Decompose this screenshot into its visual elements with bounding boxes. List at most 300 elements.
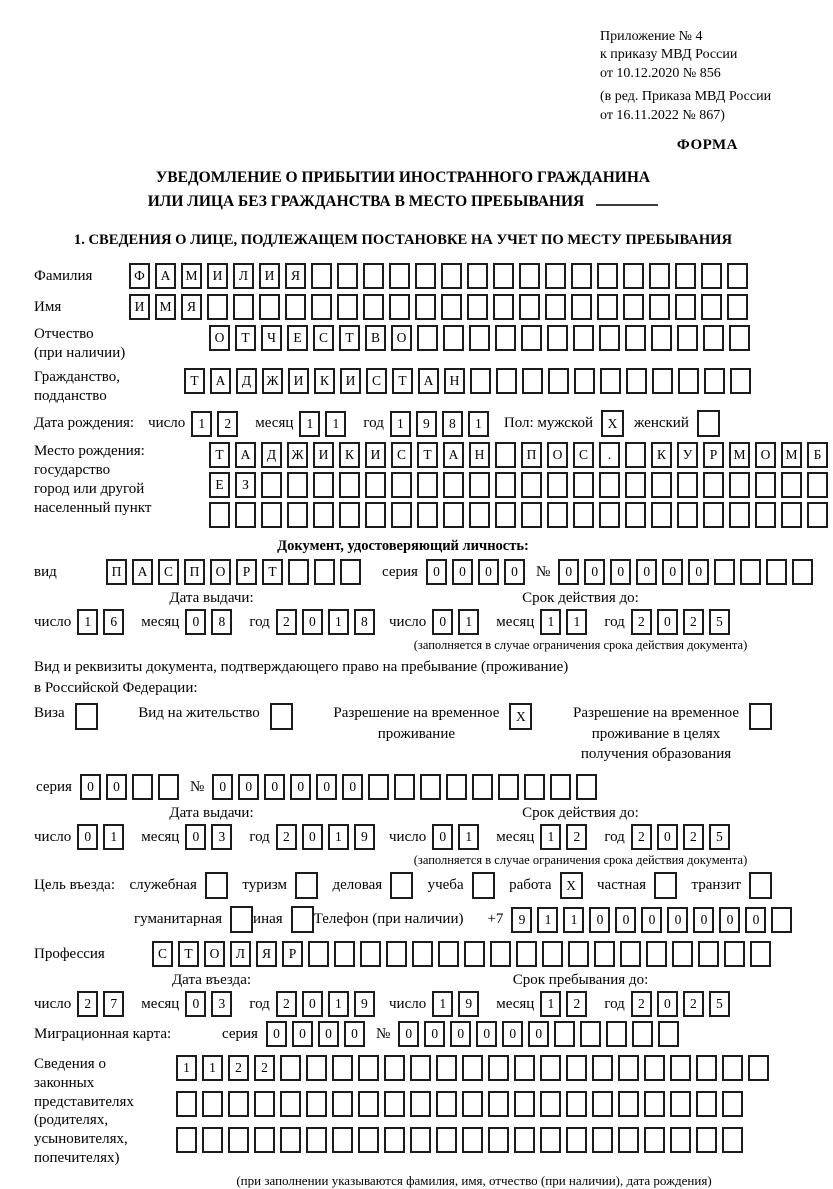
identity-issue-heading: Дата выдачи: (169, 590, 254, 607)
cell: Т (262, 559, 283, 585)
cell: 0 (426, 559, 447, 585)
cell: 0 (290, 774, 311, 800)
cell: 0 (528, 1021, 549, 1047)
cell (280, 1091, 301, 1117)
cell: 5 (709, 824, 730, 850)
purpose-transit: транзит (691, 872, 771, 899)
cell: 3 (211, 991, 232, 1017)
cell: 1 (328, 991, 349, 1017)
cell: 1 (537, 907, 558, 933)
cell: 0 (657, 991, 678, 1017)
cell (606, 1021, 627, 1047)
cell: 2 (683, 991, 704, 1017)
cell: С (573, 442, 594, 468)
cell: 0 (745, 907, 766, 933)
cell: 0 (502, 1021, 523, 1047)
cell (488, 1055, 509, 1081)
cell (729, 502, 750, 528)
surname-label: Фамилия (34, 268, 93, 284)
cell (519, 294, 540, 320)
cell: О (391, 325, 412, 351)
cell: 1 (77, 609, 98, 635)
cell (332, 1127, 353, 1153)
cell (514, 1091, 535, 1117)
cell (306, 1091, 327, 1117)
cell (626, 368, 647, 394)
cell (228, 1127, 249, 1153)
cell (495, 325, 516, 351)
cell (573, 472, 594, 498)
cell: 1 (328, 824, 349, 850)
cell: А (443, 442, 464, 468)
cell: Л (230, 941, 251, 967)
profession-label: Профессия (34, 945, 105, 962)
citizenship-label: Гражданство, подданство (34, 368, 121, 404)
cell: 2 (683, 609, 704, 635)
cell: П (106, 559, 127, 585)
cell: 2 (276, 824, 297, 850)
cell: 1 (468, 411, 489, 437)
cell (176, 1091, 197, 1117)
cell (261, 502, 282, 528)
cell: Н (444, 368, 465, 394)
cell: 0 (719, 907, 740, 933)
purpose-transit-checkbox (749, 872, 772, 899)
section1-title: 1. СВЕДЕНИЯ О ЛИЦЕ, ПОДЛЕЖАЩЕМ ПОСТАНОВКЕ НА УЧЕТ ПО МЕСТУ ПРЕБЫВАНИЯ (73, 232, 733, 249)
birth-date-cells (148, 411, 494, 437)
cell: К (651, 442, 672, 468)
cell (469, 502, 490, 528)
cell (644, 1127, 665, 1153)
migration-number-cells (398, 1021, 684, 1047)
cell: Т (184, 368, 205, 394)
cell: 0 (667, 907, 688, 933)
cell: 2 (77, 991, 98, 1017)
cell (436, 1055, 457, 1081)
cell (677, 502, 698, 528)
cell: 0 (185, 609, 206, 635)
cell: 1 (563, 907, 584, 933)
cell: 1 (328, 609, 349, 635)
cell: Т (178, 941, 199, 967)
cell: Ж (262, 368, 283, 394)
migration-series-cells (266, 1021, 370, 1047)
purpose-private-checkbox (654, 872, 677, 899)
cell: 5 (709, 991, 730, 1017)
identity-series-label: серия (382, 563, 418, 580)
day-label: число (389, 828, 427, 845)
cell (259, 294, 280, 320)
identity-number-label: № (535, 563, 551, 580)
year-cells (276, 991, 380, 1017)
cell (443, 502, 464, 528)
cell (618, 1091, 639, 1117)
cell (462, 1091, 483, 1117)
cell: 1 (458, 824, 479, 850)
temp-permit-checkbox (509, 703, 532, 730)
cell (384, 1127, 405, 1153)
cell (337, 263, 358, 289)
year-label: год (604, 995, 625, 1012)
birth-place-row3 (209, 502, 833, 528)
cell: 0 (476, 1021, 497, 1047)
cell (749, 872, 772, 899)
cell: И (313, 442, 334, 468)
cell: Т (235, 325, 256, 351)
cell: И (365, 442, 386, 468)
purpose-study: учеба (428, 872, 495, 899)
residence-valid-block (389, 805, 772, 868)
cell: Ж (287, 442, 308, 468)
edu-permit-label: Разрешение на временное проживание в целях получения образования (573, 705, 739, 762)
cell (358, 1091, 379, 1117)
purpose-work: работа X (509, 872, 583, 899)
entry-date-heading: Дата въезда: (171, 972, 252, 989)
cell: 0 (212, 774, 233, 800)
visa-label: Виза (34, 705, 65, 722)
cell (443, 472, 464, 498)
stay-until-heading: Срок пребывания до: (512, 972, 649, 989)
cell (545, 263, 566, 289)
cell: 0 (636, 559, 657, 585)
cell (600, 368, 621, 394)
cell (519, 263, 540, 289)
cell: 0 (398, 1021, 419, 1047)
cell (670, 1055, 691, 1081)
cell (313, 502, 334, 528)
appendix-line: Приложение № 4 (600, 29, 703, 44)
temp-permit-option (333, 703, 532, 744)
cell (495, 472, 516, 498)
cell: 2 (683, 824, 704, 850)
cell (446, 774, 467, 800)
cell (703, 325, 724, 351)
cell (340, 559, 361, 585)
month-cells (185, 609, 237, 635)
cell: М (729, 442, 750, 468)
cell (625, 325, 646, 351)
cell (554, 1021, 575, 1047)
cell (540, 1091, 561, 1117)
cell (270, 703, 293, 730)
cell (573, 325, 594, 351)
cell (670, 1127, 691, 1153)
birth-place-row1 (209, 442, 833, 468)
day-cells (191, 411, 243, 437)
cell: 2 (631, 609, 652, 635)
cell: 0 (657, 609, 678, 635)
cell (415, 263, 436, 289)
cell (677, 472, 698, 498)
cell: 1 (540, 824, 561, 850)
day-cells (77, 824, 129, 850)
profession-cells (152, 941, 776, 967)
cell (729, 472, 750, 498)
cell (703, 502, 724, 528)
cell (623, 294, 644, 320)
cell: 1 (458, 609, 479, 635)
cell: 0 (432, 824, 453, 850)
residence-valid-note: (заполняется в случае ограничения срока действия документа) (413, 853, 748, 868)
month-label: месяц (496, 995, 535, 1012)
visa-option (34, 703, 98, 730)
cell: 9 (354, 824, 375, 850)
cell: 0 (478, 559, 499, 585)
cell (727, 263, 748, 289)
cell: 0 (688, 559, 709, 585)
cell (308, 941, 329, 967)
cell: 1 (566, 609, 587, 635)
cell: М (181, 263, 202, 289)
phone-label: Телефон (при наличии) (313, 911, 464, 928)
cell: X (560, 872, 583, 899)
cell (620, 941, 641, 967)
cell (488, 1091, 509, 1117)
cell: 0 (641, 907, 662, 933)
cell: 0 (185, 824, 206, 850)
cell: 0 (80, 774, 101, 800)
cell (678, 368, 699, 394)
cell: 2 (631, 824, 652, 850)
cell (547, 502, 568, 528)
citizenship-cells (184, 368, 756, 394)
cell: 0 (424, 1021, 445, 1047)
cell (722, 1127, 743, 1153)
cell (755, 472, 776, 498)
cell (498, 774, 519, 800)
year-cells (631, 991, 735, 1017)
cell (548, 368, 569, 394)
sex-female-checkbox (697, 410, 720, 437)
residence-issue-date-cells (34, 824, 380, 850)
cell: 0 (185, 991, 206, 1017)
cell: 1 (432, 991, 453, 1017)
cell (651, 325, 672, 351)
cell (724, 941, 745, 967)
purpose-tourism: туризм (242, 872, 318, 899)
cell (516, 941, 537, 967)
year-label: год (249, 995, 270, 1012)
cell (334, 941, 355, 967)
cell (441, 294, 462, 320)
cell (495, 442, 516, 468)
cell (522, 368, 543, 394)
cell (594, 941, 615, 967)
cell (291, 906, 314, 933)
cell: С (366, 368, 387, 394)
cell (493, 263, 514, 289)
residence-permit-label: Вид на жительство (138, 705, 260, 722)
cell (389, 263, 410, 289)
cell (132, 774, 153, 800)
migration-card-row (34, 1021, 772, 1047)
month-label: месяц (141, 828, 180, 845)
cell (389, 294, 410, 320)
cell: 0 (264, 774, 285, 800)
cell (436, 1127, 457, 1153)
cell (714, 559, 735, 585)
cell (571, 294, 592, 320)
cell (649, 263, 670, 289)
cell: 2 (254, 1055, 275, 1081)
cell (792, 559, 813, 585)
first-name-cells (129, 294, 753, 320)
cell (410, 1127, 431, 1153)
cell (658, 1021, 679, 1047)
day-cells (432, 609, 484, 635)
representatives-row1 (176, 1055, 774, 1081)
cell: 9 (511, 907, 532, 933)
cell (521, 472, 542, 498)
cell (261, 472, 282, 498)
cell: Ч (261, 325, 282, 351)
cell (280, 1127, 301, 1153)
cell (202, 1091, 223, 1117)
edu-permit-checkbox (749, 703, 772, 730)
cell (701, 263, 722, 289)
first-name-field (34, 294, 772, 320)
cell: 1 (325, 411, 346, 437)
cell (646, 941, 667, 967)
representatives-label: Сведения о законных представителях (родителях, усыновителях, попечителях) (34, 1056, 134, 1166)
cell (545, 294, 566, 320)
month-cells (540, 609, 592, 635)
cell: Д (236, 368, 257, 394)
stay-until-block (389, 972, 772, 1017)
visit-purpose-row (34, 872, 772, 899)
cell: 1 (191, 411, 212, 437)
cell (410, 1091, 431, 1117)
year-cells (276, 824, 380, 850)
cell: М (781, 442, 802, 468)
cell: К (314, 368, 335, 394)
cell (618, 1127, 639, 1153)
cell: 2 (631, 991, 652, 1017)
cell: 2 (276, 609, 297, 635)
cell: 9 (416, 411, 437, 437)
cell (337, 294, 358, 320)
cell (295, 872, 318, 899)
day-cells (432, 991, 484, 1017)
purpose-humanitarian-checkbox (230, 906, 253, 933)
cell (599, 325, 620, 351)
cell: 1 (540, 609, 561, 635)
month-cells (540, 824, 592, 850)
cell (571, 263, 592, 289)
cell (496, 368, 517, 394)
cell (495, 502, 516, 528)
cell (436, 1091, 457, 1117)
cell (807, 502, 828, 528)
cell (311, 294, 332, 320)
title-blank-underline (596, 192, 658, 206)
cell (550, 774, 571, 800)
cell (417, 325, 438, 351)
cell: О (547, 442, 568, 468)
cell (384, 1091, 405, 1117)
cell (254, 1091, 275, 1117)
cell: В (365, 325, 386, 351)
cell: Т (209, 442, 230, 468)
residence-doc-series-row (34, 774, 772, 800)
migration-series-label: серия (222, 1025, 258, 1042)
cell (521, 325, 542, 351)
cell (469, 472, 490, 498)
entry-date-block (34, 972, 389, 1017)
visa-checkbox (75, 703, 98, 730)
month-cells (185, 824, 237, 850)
month-cells (299, 411, 351, 437)
cell: Т (392, 368, 413, 394)
cell: 0 (452, 559, 473, 585)
cell: М (155, 294, 176, 320)
identity-kind-cells (106, 559, 366, 585)
birth-place-field (34, 442, 822, 532)
cell (704, 368, 725, 394)
purpose-official-checkbox (205, 872, 228, 899)
purpose-other: иная (253, 906, 314, 933)
cell (727, 294, 748, 320)
cell (618, 1055, 639, 1081)
cell: 3 (211, 824, 232, 850)
year-cells (390, 411, 494, 437)
cell (360, 941, 381, 967)
cell: П (521, 442, 542, 468)
cell: 0 (266, 1021, 287, 1047)
birth-place-cell-rows (209, 442, 833, 532)
representatives-note: (при заполнении указываются фамилия, имя, отчество (при наличии), дата рождения) (236, 1172, 712, 1188)
cell (332, 1055, 353, 1081)
cell (722, 1091, 743, 1117)
cell (547, 325, 568, 351)
cell: И (340, 368, 361, 394)
cell: 0 (77, 824, 98, 850)
cell: 9 (458, 991, 479, 1017)
year-label: год (604, 828, 625, 845)
cell: Б (807, 442, 828, 468)
representatives-row3 (176, 1127, 774, 1153)
cell: З (235, 472, 256, 498)
visit-purpose-label: Цель въезда: (34, 877, 115, 894)
cell (625, 472, 646, 498)
cell (467, 263, 488, 289)
phone-prefix: +7 (487, 911, 504, 928)
cell: 2 (276, 991, 297, 1017)
edition-line: (в ред. Приказа МВД России (600, 89, 772, 105)
page-title-line2: ИЛИ ЛИЦА БЕЗ ГРАЖДАНСТВА В МЕСТО ПРЕБЫВАНИЯ (34, 190, 772, 214)
birth-place-row2 (209, 472, 833, 498)
cell (288, 559, 309, 585)
identity-doc-dates (34, 590, 772, 653)
cell (749, 703, 772, 730)
year-cells (631, 824, 735, 850)
cell: А (132, 559, 153, 585)
page-title-line1: УВЕДОМЛЕНИЕ О ПРИБЫТИИ ИНОСТРАННОГО ГРАЖДАНИНА (155, 169, 651, 187)
residence-number-label: № (189, 778, 205, 795)
cell (547, 472, 568, 498)
cell: 0 (238, 774, 259, 800)
cell (365, 502, 386, 528)
cell (597, 263, 618, 289)
cell (592, 1091, 613, 1117)
surname-field (34, 263, 772, 289)
year-label: год (249, 613, 270, 630)
cell (625, 442, 646, 468)
cell: И (129, 294, 150, 320)
cell: 0 (558, 559, 579, 585)
day-cells (77, 609, 129, 635)
cell: Т (339, 325, 360, 351)
